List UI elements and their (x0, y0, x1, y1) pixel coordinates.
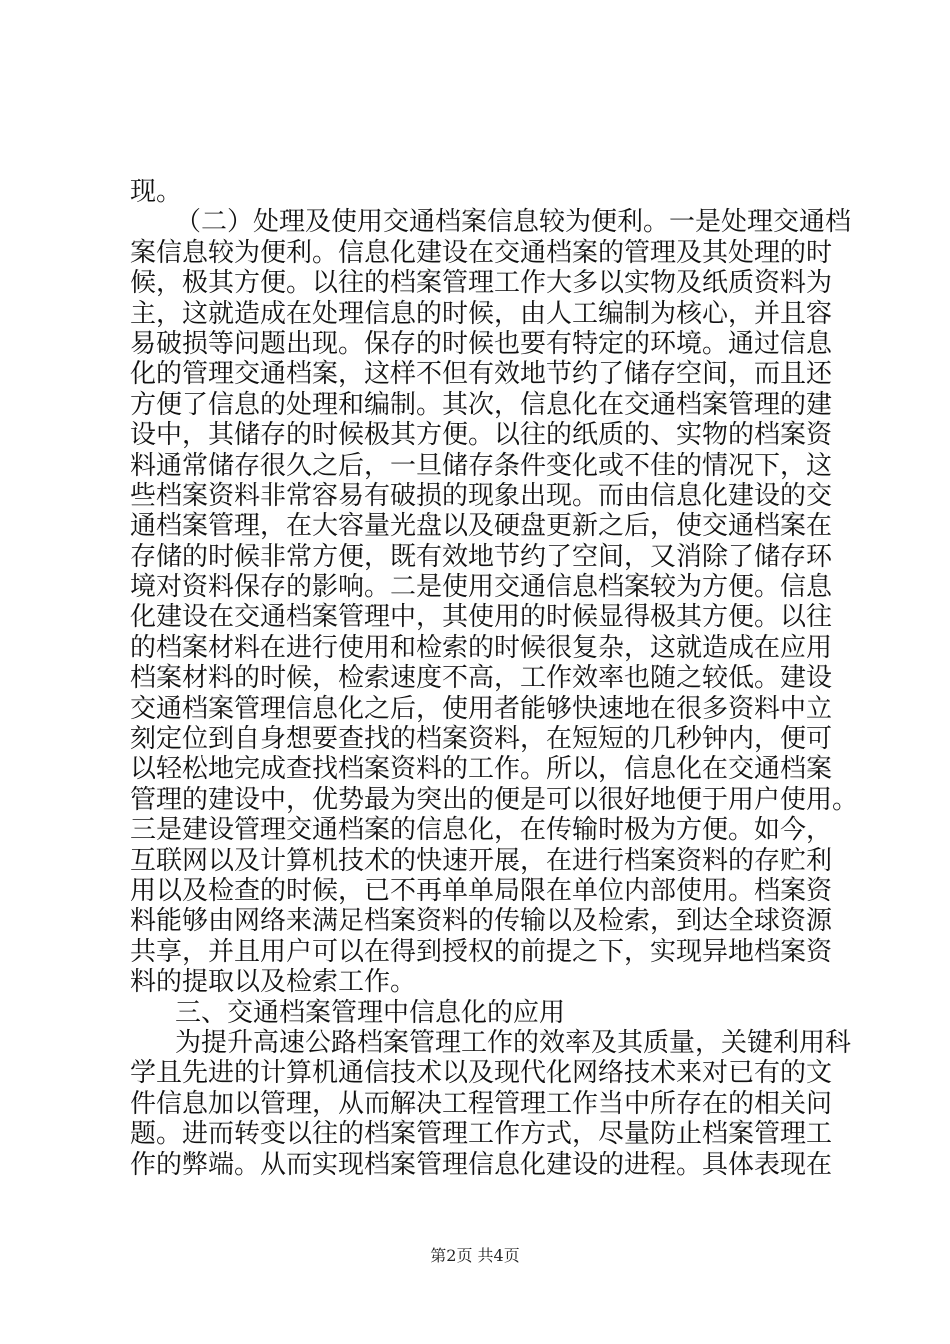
text-line: 件信息加以管理，从而解决工程管理工作当中所存在的相关问 (130, 1088, 833, 1119)
text-line: 案信息较为便利。信息化建设在交通档案的管理及其处理的时 (130, 237, 833, 268)
text-line: 用以及检查的时候，已不再单单局限在单位内部使用。档案资 (130, 875, 833, 906)
text-line: 题。进而转变以往的档案管理工作方式，尽量防止档案管理工 (130, 1119, 833, 1150)
text-line: 主，这就造成在处理信息的时候，由人工编制为核心，并且容 (130, 298, 833, 329)
text-line: 料能够由网络来满足档案资料的传输以及检索，到达全球资源 (130, 906, 833, 937)
document-body (130, 177, 859, 1180)
text-line: 境对资料保存的影响。二是使用交通信息档案较为方便。信息 (130, 572, 833, 603)
text-line: 设中，其储存的时候极其方便。以往的纸质的、实物的档案资 (130, 420, 833, 451)
text-line: 通档案管理，在大容量光盘以及硬盘更新之后，使交通档案在 (130, 511, 833, 542)
text-line: 三是建设管理交通档案的信息化，在传输时极为方便。如今， (130, 815, 833, 846)
text-line: 管理的建设中，优势最为突出的便是可以很好地便于用户使用。 (130, 784, 859, 815)
text-line: 交通档案管理信息化之后，使用者能够快速地在很多资料中立 (130, 693, 833, 724)
text-line: 作的弊端。从而实现档案管理信息化建设的进程。具体表现在 (130, 1149, 833, 1180)
text-line: 化建设在交通档案管理中，其使用的时候显得极其方便。以往 (130, 602, 833, 633)
text-line: 互联网以及计算机技术的快速开展，在进行档案资料的存贮利 (130, 845, 833, 876)
text-line: 些档案资料非常容易有破损的现象出现。而由信息化建设的交 (130, 480, 833, 511)
text-line: 以轻松地完成查找档案资料的工作。所以，信息化在交通档案 (130, 754, 833, 785)
text-line: （二）处理及使用交通档案信息较为便利。一是处理交通档 (175, 207, 852, 238)
text-line: 料的提取以及检索工作。 (130, 967, 417, 998)
text-line: 存储的时候非常方便，既有效地节约了空间，又消除了储存环 (130, 541, 833, 572)
text-line: 刻定位到自身想要查找的档案资料，在短短的几秒钟内，便可 (130, 724, 833, 755)
text-line: 共享，并且用户可以在得到授权的前提之下，实现异地档案资 (130, 936, 833, 967)
text-line: 的档案材料在进行使用和检索的时候很复杂，这就造成在应用 (130, 632, 833, 663)
text-line: 方便了信息的处理和编制。其次，信息化在交通档案管理的建 (130, 389, 833, 420)
text-line: 为提升高速公路档案管理工作的效率及其质量，关键利用科 (175, 1027, 852, 1058)
text-line: 料通常储存很久之后，一旦储存条件变化或不佳的情况下，这 (130, 450, 833, 481)
text-line: 候，极其方便。以往的档案管理工作大多以实物及纸质资料为 (130, 268, 833, 299)
text-line: 学且先进的计算机通信技术以及现代化网络技术来对已有的文 (130, 1058, 833, 1089)
text-line: 档案材料的时候，检索速度不高，工作效率也随之较低。建设 (130, 663, 833, 694)
page-footer: 第2页 共4页 (430, 1246, 520, 1265)
text-line: 三、交通档案管理中信息化的应用 (175, 997, 566, 1028)
text-line: 易破损等问题出现。保存的时候也要有特定的环境。通过信息 (130, 328, 833, 359)
text-line: 化的管理交通档案，这样不但有效地节约了储存空间，而且还 (130, 359, 833, 390)
text-line: 现。 (130, 177, 183, 207)
